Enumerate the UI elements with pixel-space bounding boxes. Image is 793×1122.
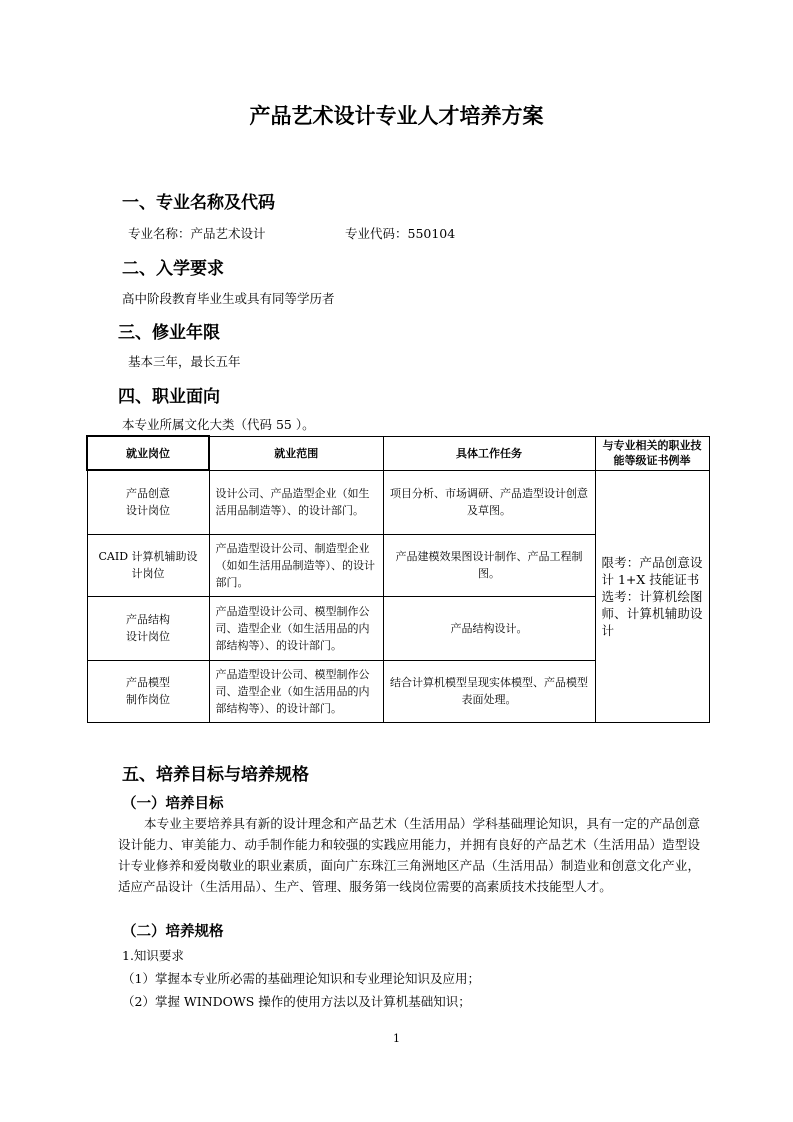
knowledge-item-2: （2）掌握 WINDOWS 操作的使用方法以及计算机基础知识； <box>122 994 471 1009</box>
row-scope: 产品造型设计公司、模型制作公司、造型企业（如生活用品的内部结构等）、的设计部门。 <box>209 660 383 722</box>
header-post: 就业岗位 <box>87 436 209 470</box>
header-cert: 与专业相关的职业技能等级证书例举 <box>595 436 709 470</box>
admission-text: 高中阶段教育毕业生或具有同等学历者 <box>122 291 335 306</box>
section-5-heading: 五、培养目标与培养规格 <box>122 765 309 785</box>
knowledge-item-1: （1）掌握本专业所必需的基础理论知识和专业理论知识及应用； <box>122 971 480 986</box>
duration-text: 基本三年，最长五年 <box>128 354 241 369</box>
page-number: 1 <box>393 1032 400 1045</box>
major-name: 专业名称：产品艺术设计 <box>128 226 266 241</box>
cert-cell: 限考：产品创意设计 1+X 技能证书 选考：计算机绘图师、计算机辅助设计 <box>595 470 709 722</box>
row-scope: 设计公司、产品造型企业（如生活用品制造等）、的设计部门。 <box>209 470 383 534</box>
row-scope: 产品造型设计公司、制造型企业（如如生活用品制造等）、的设计部门。 <box>209 534 383 596</box>
spec-subheading: （二）培养规格 <box>122 924 224 940</box>
row-post: 产品创意 设计岗位 <box>87 470 209 534</box>
row-task: 项目分析、市场调研、产品造型设计创意及草图。 <box>383 470 595 534</box>
section-4-heading: 四、职业面向 <box>118 387 220 407</box>
section-3-heading: 三、修业年限 <box>118 323 220 343</box>
row-post: 产品结构 设计岗位 <box>87 596 209 660</box>
table-header-row <box>87 436 709 470</box>
row-task: 结合计算机模型呈现实体模型、产品模型表面处理。 <box>383 660 595 722</box>
goal-paragraph: 本专业主要培养具有新的设计理念和产品艺术（生活用品）学科基础理论知识，具有一定的产品创意设计能力、审美能力、动手制作能力和较强的实践应用能力，并拥有良好的产品艺术（生活用品）造型设计专业修养和爱岗敬业的职业素质，面向广东珠江三角洲地区产品（生活用品）制造业和创意文化产业，适应产品设计（生活用品）、生产、管理、服务第一线岗位需要的高素质技术技能型人才。 <box>118 816 700 894</box>
career-table <box>86 435 710 723</box>
goal-subheading: （一）培养目标 <box>122 796 224 812</box>
header-scope: 就业范围 <box>209 436 383 470</box>
major-code: 专业代码：550104 <box>345 226 456 241</box>
row-task: 产品建模效果图设计制作、产品工程制图。 <box>383 534 595 596</box>
row-scope: 产品造型设计公司、模型制作公司、造型企业（如生活用品的内部结构等）、的设计部门。 <box>209 596 383 660</box>
table-row <box>87 470 709 534</box>
document-title: 产品艺术设计专业人才培养方案 <box>249 104 544 128</box>
career-intro: 本专业所属文化大类（代码 55 ）。 <box>122 417 315 432</box>
row-post: 产品模型 制作岗位 <box>87 660 209 722</box>
header-task: 具体工作任务 <box>383 436 595 470</box>
section-2-heading: 二、入学要求 <box>122 259 224 279</box>
row-post: CAID 计算机辅助设 计岗位 <box>87 534 209 596</box>
row-task: 产品结构设计。 <box>383 596 595 660</box>
knowledge-title: 1.知识要求 <box>122 948 184 963</box>
section-1-heading: 一、专业名称及代码 <box>122 193 275 213</box>
